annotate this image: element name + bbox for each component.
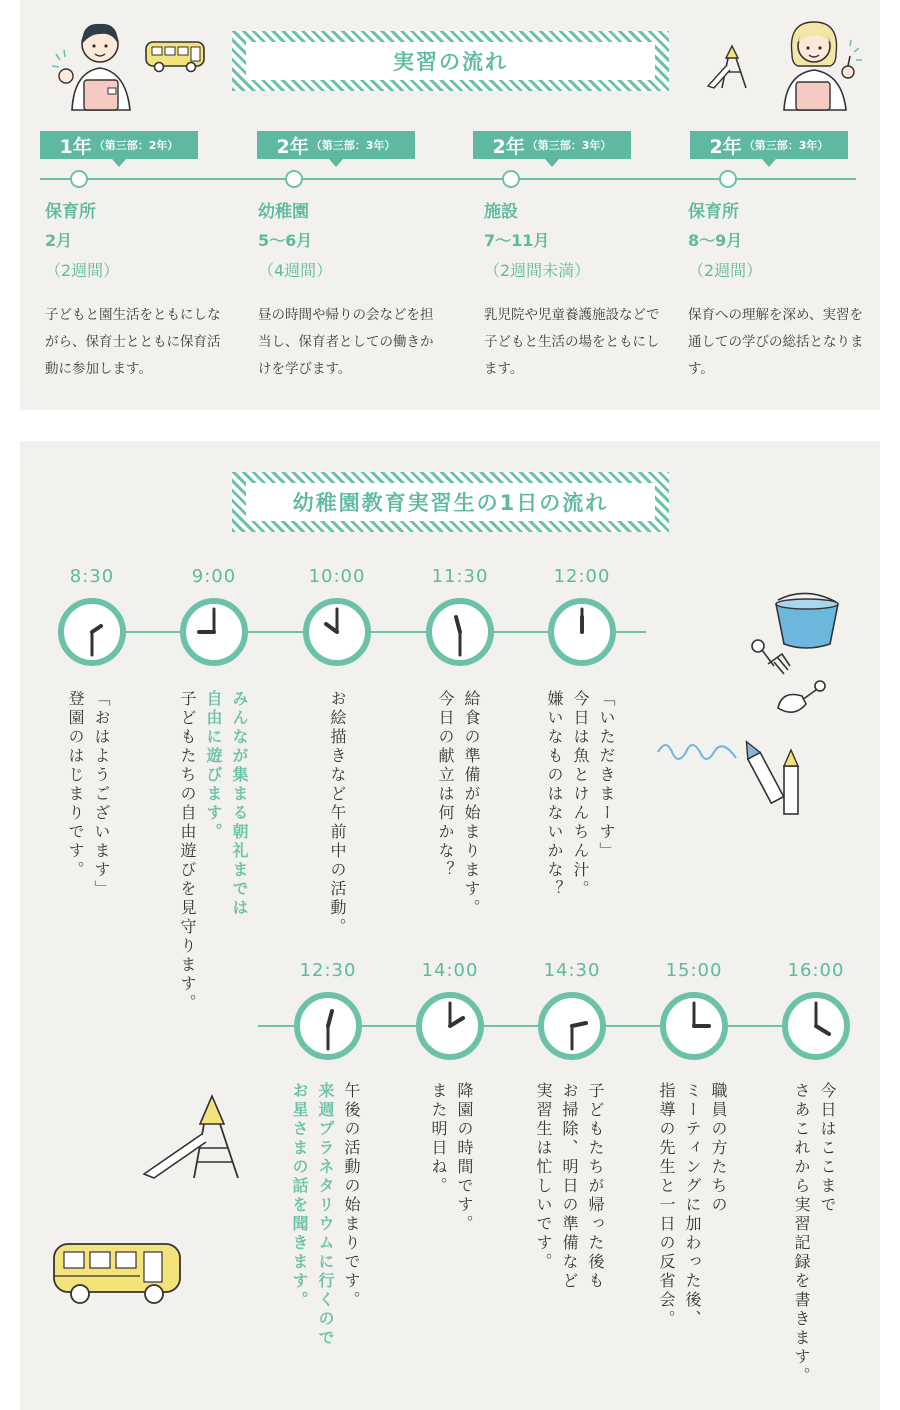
- schedule-text: [432, 690, 484, 918]
- schedule-line: 職員の方たちの: [709, 1082, 728, 1215]
- stage-place: 保育所: [688, 202, 739, 222]
- year-sub: （第三部：3年）: [743, 139, 829, 152]
- time-label: 14:30: [543, 960, 601, 981]
- slide-icon: [706, 44, 762, 90]
- clock-icon: [179, 597, 249, 667]
- year-badge: [473, 131, 631, 159]
- time-label: 8:30: [69, 566, 115, 587]
- schedule-line: 嫌いなものはないかな？: [545, 690, 564, 899]
- stage-place: 幼稚園: [258, 202, 309, 222]
- schedule-line: 実習生は忙しいです。: [534, 1082, 553, 1272]
- clock-icon: [57, 597, 127, 667]
- bucket-icon: [744, 592, 848, 718]
- schedule-line: 今日の献立は何かな？: [436, 690, 455, 880]
- time-label: 9:00: [191, 566, 237, 587]
- year-badge: [40, 131, 198, 159]
- time-label: 14:00: [421, 960, 479, 981]
- teacher-icon: [770, 14, 860, 110]
- time-label: 15:00: [665, 960, 723, 981]
- stage-description: 保育への理解を深め、実習を通しての学びの総括となります。: [688, 307, 864, 377]
- stage-period: 5〜6月: [258, 231, 313, 250]
- clock-icon: [293, 991, 363, 1061]
- schedule-line: 指導の先生と一日の反省会。: [657, 1082, 676, 1329]
- year-badge: [257, 131, 415, 159]
- schedule-text: [62, 690, 114, 899]
- slide-icon: [140, 1090, 248, 1182]
- year-sub: （第三部：3年）: [310, 139, 396, 152]
- schedule-line: ミーティングに加わった後、: [683, 1082, 702, 1329]
- stage-column: [45, 198, 227, 383]
- timeline-node: [719, 170, 737, 188]
- clock-icon: [781, 991, 851, 1061]
- clock-icon: [659, 991, 729, 1061]
- stage-column: [688, 198, 870, 383]
- schedule-text: [530, 1082, 608, 1291]
- schedule-highlight: お星さまの話を聞きます。: [290, 1082, 309, 1310]
- timeline-node: [70, 170, 88, 188]
- time-label: 12:30: [299, 960, 357, 981]
- rake-icon: [752, 640, 790, 674]
- schedule-line: 「おはようございます」: [92, 690, 111, 899]
- time-label: 11:30: [431, 566, 489, 587]
- teacher-icon: [52, 14, 142, 110]
- schedule-highlight: 来週プラネタリウムに行くので: [316, 1082, 335, 1348]
- stage-duration: （2週間）: [45, 261, 120, 280]
- schedule-line: また明日ね。: [429, 1082, 448, 1196]
- schedule-line: 給食の準備が始まります。: [462, 690, 481, 918]
- year-label: 2年: [709, 135, 742, 158]
- schedule-text: [425, 1082, 477, 1234]
- stage-period: 2月: [45, 231, 73, 250]
- schedule-text: [324, 690, 350, 937]
- schedule-highlight: 自由に遊びます。: [204, 690, 223, 842]
- daily-flow-title: 幼稚園教育実習生の1日の流れ: [246, 483, 655, 521]
- shovel-icon: [778, 681, 825, 712]
- schedule-line: 子どもたちが帰った後も: [586, 1082, 605, 1291]
- practicum-flow-heading: [232, 31, 669, 91]
- year-sub: （第三部：3年）: [526, 139, 612, 152]
- schedule-line: 午後の活動の始まりです。: [342, 1082, 361, 1310]
- schedule-text: [174, 690, 252, 1013]
- schedule-line: お掃除、明日の準備など: [560, 1082, 579, 1291]
- bus-icon: [50, 1240, 186, 1308]
- stage-period: 7〜11月: [484, 231, 550, 250]
- stage-place: 施設: [484, 202, 518, 222]
- stage-column: [258, 198, 440, 383]
- schedule-line: お絵描きなど午前中の活動。: [328, 690, 347, 937]
- schedule-text: [653, 1082, 731, 1329]
- schedule-text: [286, 1082, 364, 1348]
- time-label: 10:00: [308, 566, 366, 587]
- stage-description: 昼の時間や帰りの会などを担当し、保育者としての働きかけを学びます。: [258, 307, 434, 377]
- schedule-highlight: みんなが集まる朝礼までは: [230, 690, 249, 918]
- schedule-line: 降園の時間です。: [455, 1082, 474, 1234]
- timeline-node: [502, 170, 520, 188]
- clock-icon: [537, 991, 607, 1061]
- year-label: 1年: [59, 135, 92, 158]
- bus-icon: [144, 40, 208, 74]
- stage-duration: （2週間未満）: [484, 261, 591, 280]
- schedule-line: 今日は魚とけんちん汁。: [571, 690, 590, 899]
- year-label: 2年: [492, 135, 525, 158]
- schedule-line: 今日はここまで: [818, 1082, 837, 1215]
- clock-icon: [547, 597, 617, 667]
- schedule-line: さあこれから実習記録を書きます。: [792, 1082, 811, 1386]
- stage-duration: （4週間）: [258, 261, 333, 280]
- time-label: 12:00: [553, 566, 611, 587]
- schedule-text: [541, 690, 619, 899]
- clock-icon: [425, 597, 495, 667]
- schedule-text: [788, 1082, 840, 1386]
- schedule-line: 登園のはじまりです。: [66, 690, 85, 880]
- daily-flow-heading: [232, 472, 669, 532]
- stage-description: 乳児院や児童養護施設などで子どもと生活の場をともにします。: [484, 307, 660, 377]
- time-label: 16:00: [787, 960, 845, 981]
- schedule-line: 「いただきまーす」: [597, 690, 616, 861]
- stage-description: 子どもと園生活をともにしながら、保育士とともに保育活動に参加します。: [45, 307, 221, 377]
- stage-period: 8〜9月: [688, 231, 743, 250]
- timeline-node: [285, 170, 303, 188]
- clock-icon: [302, 597, 372, 667]
- year-label: 2年: [276, 135, 309, 158]
- stage-place: 保育所: [45, 202, 96, 222]
- schedule-line: 子どもたちの自由遊びを見守ります。: [178, 690, 197, 1013]
- clock-icon: [415, 991, 485, 1061]
- year-sub: （第三部：2年）: [93, 139, 179, 152]
- practicum-flow-title: 実習の流れ: [246, 42, 655, 80]
- stage-column: [484, 198, 666, 383]
- year-badge: [690, 131, 848, 159]
- crayon-icon: [656, 728, 806, 818]
- stage-duration: （2週間）: [688, 261, 763, 280]
